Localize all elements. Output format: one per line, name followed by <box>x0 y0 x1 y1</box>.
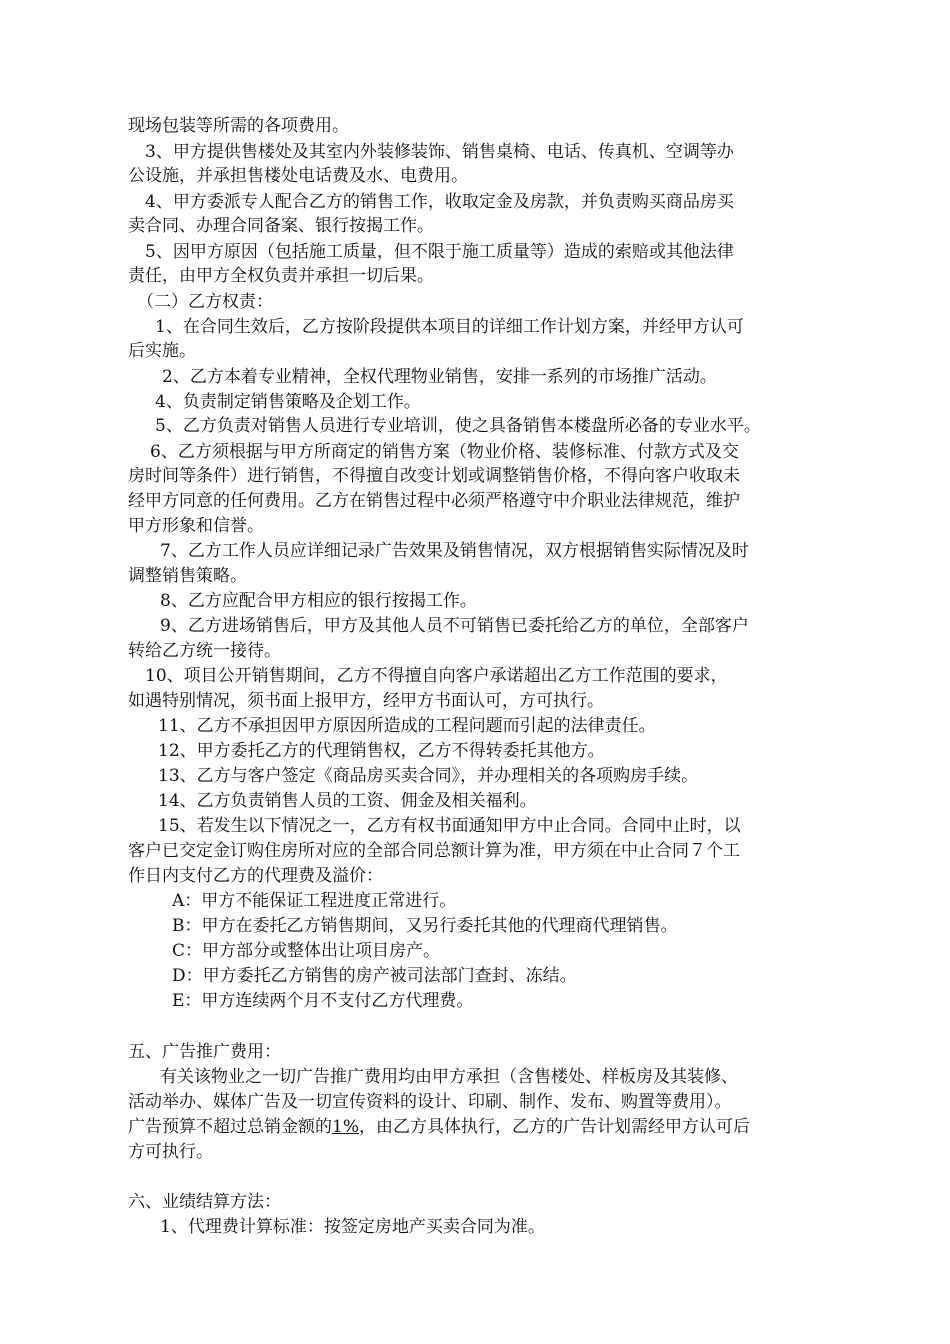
text-line: 作日内支付乙方的代理费及溢价： <box>128 866 383 886</box>
text-line: 3、甲方提供售楼处及其室内外装修装饰、销售桌椅、电话、传真机、空调等办 <box>145 142 734 162</box>
text-line: 6、乙方须根据与甲方所商定的销售方案（物业价格、装修标准、付款方式及交 <box>150 442 739 462</box>
budget-text-after: ，由乙方具体执行，乙方的广告计划需经甲方认可后 <box>358 1117 750 1137</box>
text-line: 有关该物业之一切广告推广费用均由甲方承担（含售楼处、样板房及其装修、 <box>160 1067 738 1087</box>
text-line: 9、乙方进场销售后，甲方及其他人员不可销售已委托给乙方的单位，全部客户 <box>160 616 749 636</box>
text-line: 公设施，并承担售楼处电话费及水、电费用。 <box>128 166 468 186</box>
text-line: 活动举办、媒体广告及一切宣传资料的设计、印刷、制作、发布、购置等费用）。 <box>128 1092 732 1112</box>
text-line: 后实施。 <box>128 341 196 361</box>
budget-text-before: 广告预算不超过总销金额的 <box>128 1117 332 1137</box>
text-line: 方可执行。 <box>128 1142 213 1162</box>
text-line: 甲方形象和信誉。 <box>128 516 264 536</box>
text-line <box>128 1115 750 1139</box>
text-line: 4、负责制定销售策略及企划工作。 <box>155 392 421 412</box>
text-line: 13、乙方与客户签定《商品房买卖合同》，并办理相关的各项购房手续。 <box>158 766 699 786</box>
text-line: 转给乙方统一接待。 <box>128 641 281 661</box>
section-heading: 六、业绩结算方法： <box>128 1192 281 1212</box>
text-line: 卖合同、办理合同备案、银行按揭工作。 <box>128 216 434 236</box>
text-line: 1、在合同生效后，乙方按阶段提供本项目的详细工作计划方案，并经甲方认可 <box>155 317 744 337</box>
text-line: 5、乙方负责对销售人员进行专业培训，使之具备销售本楼盘所必备的专业水平。 <box>155 416 761 436</box>
text-line: 调整销售策略。 <box>128 566 247 586</box>
text-line: 现场包装等所需的各项费用。 <box>128 116 349 136</box>
list-item: D：甲方委托乙方销售的房产被司法部门查封、冻结。 <box>172 966 577 986</box>
text-line: 11、乙方不承担因甲方原因所造成的工程问题而引起的法律责任。 <box>158 716 656 736</box>
text-line: 房时间等条件）进行销售，不得擅自改变计划或调整销售价格，不得向客户收取未 <box>128 466 740 486</box>
text-line: 2、乙方本着专业精神，全权代理物业销售，安排一系列的市场推广活动。 <box>162 367 717 387</box>
section-heading: （二）乙方权责： <box>137 292 273 312</box>
text-line: 7、乙方工作人员应详细记录广告效果及销售情况，双方根据销售实际情况及时 <box>160 541 749 561</box>
text-line: 客户已交定金订购住房所对应的全部合同总额计算为准，甲方须在中止合同７个工 <box>128 841 740 861</box>
text-line: 12、甲方委托乙方的代理销售权，乙方不得转委托其他方。 <box>158 741 605 761</box>
text-line: 如遇特别情况，须书面上报甲方，经甲方书面认可，方可执行。 <box>128 691 604 711</box>
text-line: 8、乙方应配合甲方相应的银行按揭工作。 <box>160 591 477 611</box>
text-line: 责任，由甲方全权负责并承担一切后果。 <box>128 266 434 286</box>
text-line: 5、因甲方原因（包括施工质量，但不限于施工质量等）造成的索赔或其他法律 <box>145 242 734 262</box>
budget-percent: 1% <box>332 1117 359 1137</box>
text-line: 15、若发生以下情况之一，乙方有权书面通知甲方中止合同。合同中止时，以 <box>158 816 741 836</box>
list-item: A：甲方不能保证工程进度正常进行。 <box>172 891 457 911</box>
section-heading: 五、广告推广费用： <box>128 1042 281 1062</box>
list-item: C：甲方部分或整体出让项目房产。 <box>172 941 441 961</box>
text-line: 10、项目公开销售期间，乙方不得擅自向客户承诺超出乙方工作范围的要求， <box>145 666 728 686</box>
text-line: 4、甲方委派专人配合乙方的销售工作，收取定金及房款，并负责购买商品房买 <box>145 192 734 212</box>
text-line: 经甲方同意的任何费用。乙方在销售过程中必须严格遵守中介职业法律规范，维护 <box>128 491 740 511</box>
text-line: 1、代理费计算标准：按签定房地产买卖合同为准。 <box>160 1217 545 1237</box>
list-item: B：甲方在委托乙方销售期间，又另行委托其他的代理商代理销售。 <box>172 916 678 936</box>
text-line: 14、乙方负责销售人员的工资、佣金及相关福利。 <box>158 791 537 811</box>
list-item: E：甲方连续两个月不支付乙方代理费。 <box>172 991 474 1011</box>
